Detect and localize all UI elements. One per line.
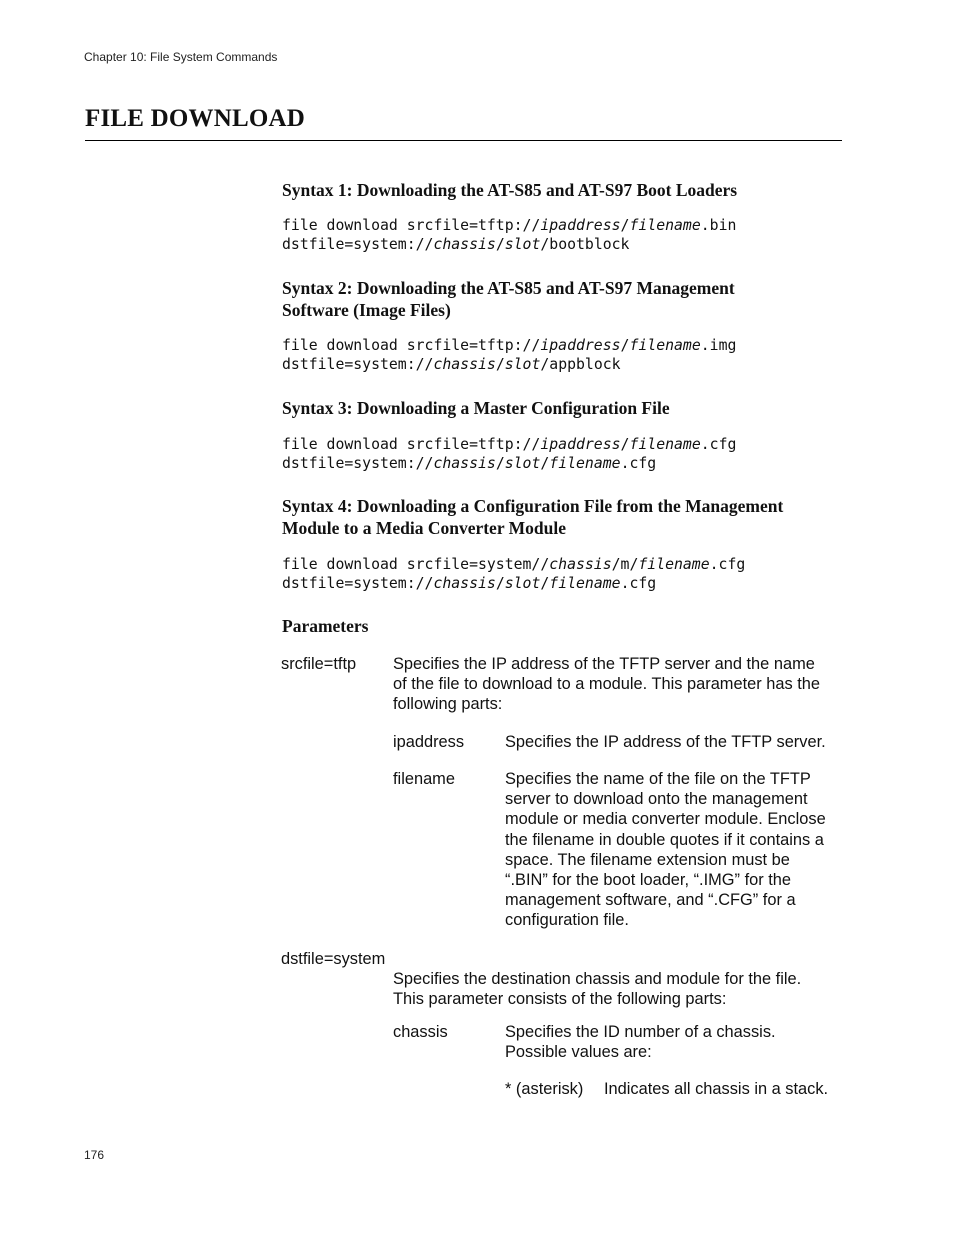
param-desc-dstfile-line-2: This parameter consists of the following parts: (393, 990, 727, 1009)
subparam-desc-chassis (505, 1022, 776, 1062)
code-literal: .img (700, 337, 737, 354)
code-line (282, 336, 736, 355)
value-term-asterisk: * (asterisk) (505, 1080, 584, 1098)
syntax-4-heading-line-2: Module to a Media Converter Module (282, 518, 567, 538)
subparam-desc-filename-line-3: module or media converter module. Enclose (505, 810, 826, 829)
page-number: 176 (84, 1148, 105, 1162)
param-desc-dstfile (393, 969, 801, 1009)
code-placeholder: filename (629, 217, 701, 234)
title-rule (85, 140, 842, 141)
syntax-2-heading-line-1: Syntax 2: Downloading the AT-S85 and AT-S97 Management (282, 278, 735, 298)
page-title: FILE DOWNLOAD (85, 105, 305, 132)
code-literal: dstfile=system:// (282, 455, 434, 472)
code-literal: / (495, 356, 505, 373)
code-literal: / (620, 217, 630, 234)
param-desc-dstfile-line-1: Specifies the destination chassis and module for the file. (393, 970, 802, 988)
code-literal: .bin (700, 217, 737, 234)
code-placeholder: filename (549, 455, 621, 472)
code-literal: / (540, 575, 550, 592)
syntax-1-code (282, 216, 736, 254)
code-literal: dstfile=system:// (282, 575, 434, 592)
code-literal: /appblock (540, 356, 621, 373)
syntax-3-code (282, 435, 736, 473)
code-literal: .cfg (700, 436, 737, 453)
code-literal: .cfg (620, 575, 657, 592)
code-literal: .cfg (620, 455, 657, 472)
code-placeholder: ipaddress (540, 217, 621, 234)
syntax-4-heading-line-1: Syntax 4: Downloading a Configuration File from the Management (282, 496, 784, 516)
code-line (282, 435, 736, 454)
code-placeholder: filename (629, 337, 701, 354)
param-term-srcfile: srcfile=tftp (281, 655, 357, 673)
syntax-3-heading (282, 397, 670, 419)
code-literal: / (495, 455, 505, 472)
code-line (282, 216, 736, 235)
param-desc-srcfile-line-3: following parts: (393, 695, 503, 714)
subparam-desc-filename-line-7: management software, and “.CFG” for a (505, 891, 796, 910)
code-placeholder: slot (504, 356, 541, 373)
subparam-desc-filename-line-6: “.BIN” for the boot loader, “.IMG” for the (505, 871, 792, 890)
syntax-2-heading (282, 277, 735, 321)
subparam-desc-ipaddress (505, 732, 826, 752)
code-placeholder: chassis (433, 575, 496, 592)
syntax-3-heading-line-1: Syntax 3: Downloading a Master Configuration File (282, 398, 670, 418)
code-literal: / (495, 575, 505, 592)
param-desc-srcfile-line-2: of the file to download to a module. This parameter has the (393, 675, 821, 694)
code-literal: / (495, 236, 505, 253)
value-desc-asterisk: Indicates all chassis in a stack. (604, 1080, 829, 1098)
subparam-term-filename: filename (393, 770, 455, 788)
param-desc-srcfile-line-1: Specifies the IP address of the TFTP server and the name (393, 655, 815, 673)
code-literal: file download srcfile=tftp:// (282, 337, 541, 354)
subparam-desc-chassis-line-2: Possible values are: (505, 1043, 652, 1062)
code-literal: file download srcfile=tftp:// (282, 436, 541, 453)
code-placeholder: slot (504, 455, 541, 472)
subparam-desc-filename-line-8: configuration file. (505, 911, 629, 930)
code-placeholder: chassis (433, 455, 496, 472)
code-literal: / (620, 337, 630, 354)
code-placeholder: chassis (549, 556, 612, 573)
code-literal: / (540, 455, 550, 472)
syntax-4-heading (282, 495, 783, 539)
code-literal: .cfg (709, 556, 746, 573)
code-line (282, 574, 745, 593)
code-line (282, 555, 745, 574)
code-literal: /m/ (611, 556, 639, 573)
param-desc-srcfile (393, 654, 820, 715)
syntax-2-code (282, 336, 736, 374)
code-placeholder: slot (504, 236, 541, 253)
running-header: Chapter 10: File System Commands (84, 50, 278, 64)
subparam-desc-filename-line-5: space. The filename extension must be (505, 850, 790, 869)
syntax-1-heading (282, 179, 737, 201)
code-literal: file download srcfile=tftp:// (282, 217, 541, 234)
code-line (282, 235, 736, 254)
subparam-desc-filename (505, 769, 826, 931)
subparam-desc-chassis-line-1: Specifies the ID number of a chassis. (505, 1023, 776, 1041)
subparam-desc-filename-line-1: Specifies the name of the file on the TFTP (505, 770, 811, 788)
subparam-term-ipaddress: ipaddress (393, 733, 465, 751)
param-term-dstfile: dstfile=system (281, 950, 386, 968)
code-placeholder: chassis (433, 356, 496, 373)
code-placeholder: filename (629, 436, 701, 453)
parameters-heading: Parameters (282, 616, 369, 636)
code-placeholder: slot (504, 575, 541, 592)
subparam-term-chassis: chassis (393, 1023, 448, 1041)
code-literal: dstfile=system:// (282, 356, 434, 373)
code-literal: file download srcfile=system// (282, 556, 550, 573)
code-line (282, 355, 736, 374)
syntax-2-heading-line-2: Software (Image Files) (282, 300, 451, 320)
code-placeholder: ipaddress (540, 337, 621, 354)
syntax-1-heading-line-1: Syntax 1: Downloading the AT-S85 and AT-S97 Boot Loaders (282, 180, 738, 200)
subparam-desc-filename-line-4: the filename in double quotes if it contains a (505, 830, 824, 849)
code-literal: /bootblock (540, 236, 630, 253)
code-placeholder: chassis (433, 236, 496, 253)
subparam-desc-filename-line-2: server to download onto the management (505, 790, 808, 809)
syntax-4-code (282, 555, 745, 593)
code-literal: dstfile=system:// (282, 236, 434, 253)
code-placeholder: ipaddress (540, 436, 621, 453)
code-placeholder: filename (549, 575, 621, 592)
subparam-desc-ipaddress-line-1: Specifies the IP address of the TFTP server. (505, 733, 826, 751)
code-placeholder: filename (638, 556, 710, 573)
code-literal: / (620, 436, 630, 453)
code-line (282, 454, 736, 473)
